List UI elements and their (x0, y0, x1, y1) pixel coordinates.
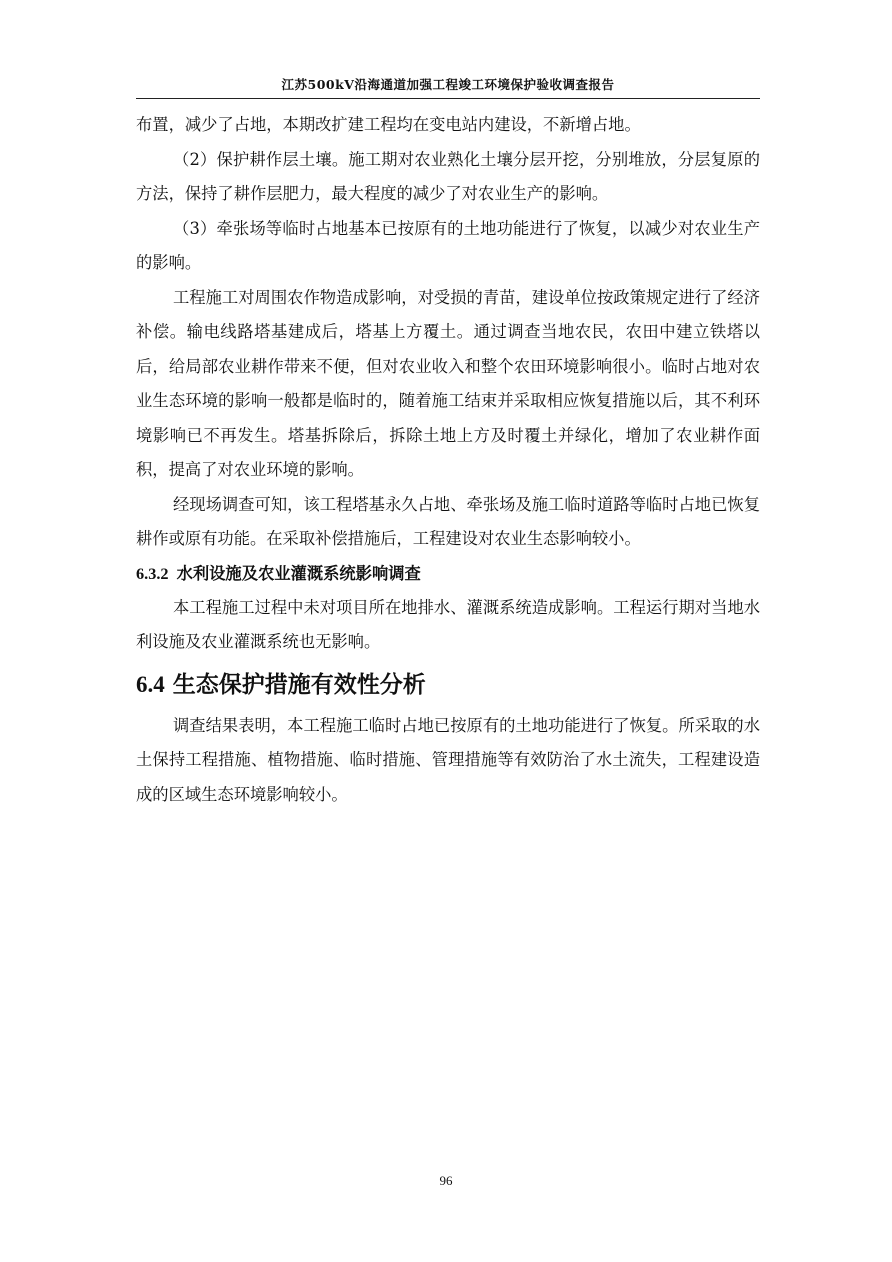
running-header: 江苏500kV沿海通道加强工程竣工环境保护验收调查报告 (281, 77, 615, 92)
paragraph-crop-impact: 工程施工对周围农作物造成影响，对受损的青苗，建设单位按政策规定进行了经济补偿。输电线路塔基建成后，塔基上方覆土。通过调查当地农民，农田中建立铁塔以后，给局部农业耕作带来不便，但对农业收入和整个农田环境影响很小。临时占地对农业生态环境的影响一般都是临时的，随着施工结束并采取相应恢复措施以后，其不利环境影响已不再发生。塔基拆除后，拆除土地上方及时覆土并绿化，增加了农业耕作面积，提高了对农业环境的影响。 (136, 287, 760, 479)
section-heading-6-4 (136, 660, 760, 709)
page-body (136, 108, 760, 812)
paragraph-site-survey: 经现场调查可知，该工程塔基永久占地、牵张场及施工临时道路等临时占地已恢复耕作或原有功能。在采取补偿措施后，工程建设对农业生态影响较小。 (136, 494, 760, 548)
section-title: 水利设施及农业灌溉系统影响调查 (176, 563, 421, 583)
section-title: 生态保护措施有效性分析 (172, 670, 426, 698)
section-heading-6-3-2 (136, 557, 760, 591)
header-rule (136, 98, 760, 99)
paragraph-temporary-land: （3）牵张场等临时占地基本已按原有的土地功能进行了恢复，以减少对农业生产的影响。 (136, 218, 760, 272)
paragraph-continued: 布置，减少了占地，本期改扩建工程均在变电站内建设，不新增占地。 (136, 115, 641, 134)
section-number: 6.3.2 (136, 563, 169, 583)
paragraph-topsoil: （2）保护耕作层土壤。施工期对农业熟化土壤分层开挖，分别堆放，分层复原的方法，保持了耕作层肥力，最大程度的减少了对农业生产的影响。 (136, 149, 760, 203)
section-number: 6.4 (136, 671, 165, 697)
paragraph-irrigation: 本工程施工过程中未对项目所在地排水、灌溉系统造成影响。工程运行期对当地水利设施及农业灌溉系统也无影响。 (136, 597, 760, 651)
paragraph-effectiveness: 调查结果表明，本工程施工临时占地已按原有的土地功能进行了恢复。所采取的水土保持工程措施、植物措施、临时措施、管理措施等有效防治了水土流失，工程建设造成的区域生态环境影响较小。 (136, 715, 760, 804)
page-number: 96 (439, 1173, 453, 1188)
